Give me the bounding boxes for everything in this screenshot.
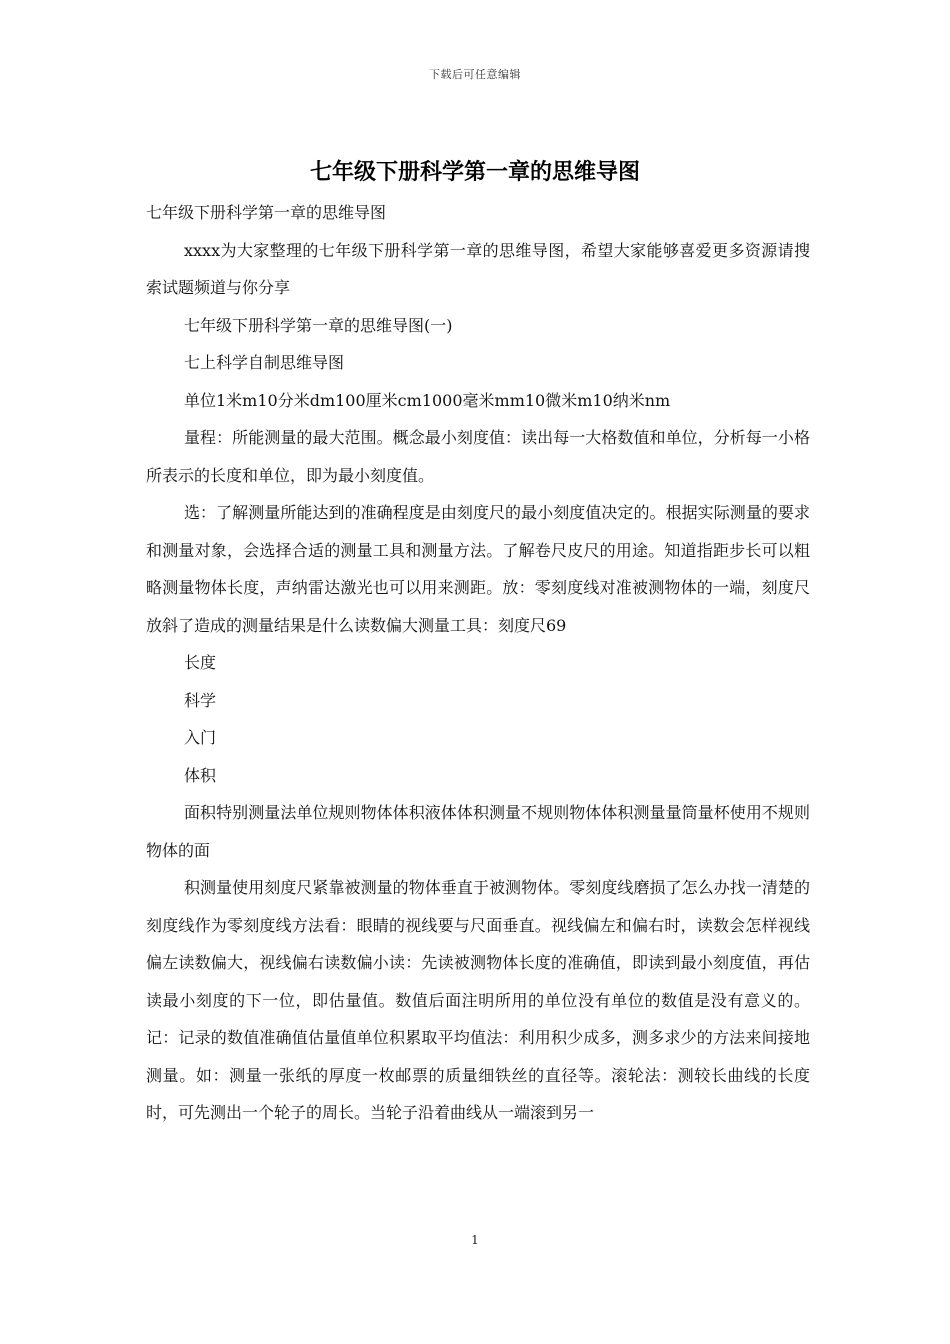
paragraph-intro-label: 入门 <box>184 728 217 747</box>
paragraph-intro: xxxx为大家整理的七年级下册科学第一章的思维导图，希望大家能够喜爱更多资源请搜索试题频道与你分享 <box>146 240 810 297</box>
paragraph-area: 面积特别测量法单位规则物体体积液体体积测量不规则物体体积测量量筒量杯使用不规则物体的面 <box>146 803 810 860</box>
paragraph-subtitle: 七年级下册科学第一章的思维导图 <box>146 203 387 222</box>
paragraph-measurement: 积测量使用刻度尺紧靠被测量的物体垂直于被测物体。零刻度线磨损了怎么办找一清楚的刻度线作为零刻度线方法看：眼睛的视线要与尺面垂直。视线偏左和偏右时，读数会怎样视线偏左读数偏大，视线偏右读数偏小读：先读被测物体长度的准确值，即读到最小刻度值，再估读最小刻度的下一位，即估量值。数值后面注明所用的单位没有单位的数值是没有意义的。记：记录的数值准确值估量值单位积累取平均值法：利用积少成多，测多求少的方法来间接地测量。如：测量一张纸的厚度一枚邮票的质量细铁丝的直径等。滚轮法：测较长曲线的长度时，可先测出一个轮子的周长。当轮子沿着曲线从一端滚到另一 <box>146 878 810 1122</box>
paragraph-volume: 体积 <box>184 765 217 785</box>
document-title: 七年级下册科学第一章的思维导图 <box>309 159 640 185</box>
paragraph-select: 选：了解测量所能达到的准确程度是由刻度尺的最小刻度值决定的。根据实际测量的要求和测量对象，会选择合适的测量工具和测量方法。了解卷尺皮尺的用途。知道指距步长可以粗略测量物体长度，声纳雷达激光也可以用来测距。放：零刻度线对准被测物体的一端，刻度尺放斜了造成的测量结果是什么读数偏大测量工具：刻度尺69 <box>146 503 810 635</box>
paragraph-units: 单位1米m10分米dm100厘米cm1000毫米mm10微米m10纳米nm <box>184 390 671 410</box>
paragraph-science: 科学 <box>184 690 217 710</box>
page-number: 1 <box>471 1233 479 1247</box>
paragraph-section-heading: 七年级下册科学第一章的思维导图(一) <box>184 315 453 335</box>
paragraph-range: 量程：所能测量的最大范围。概念最小刻度值：读出每一大格数值和单位，分析每一小格所表示的长度和单位，即为最小刻度值。 <box>146 428 810 485</box>
header-note: 下载后可任意编辑 <box>429 68 521 81</box>
document-body <box>146 194 810 1132</box>
paragraph-length: 长度 <box>184 653 217 672</box>
paragraph-mindmap-heading: 七上科学自制思维导图 <box>184 353 345 372</box>
